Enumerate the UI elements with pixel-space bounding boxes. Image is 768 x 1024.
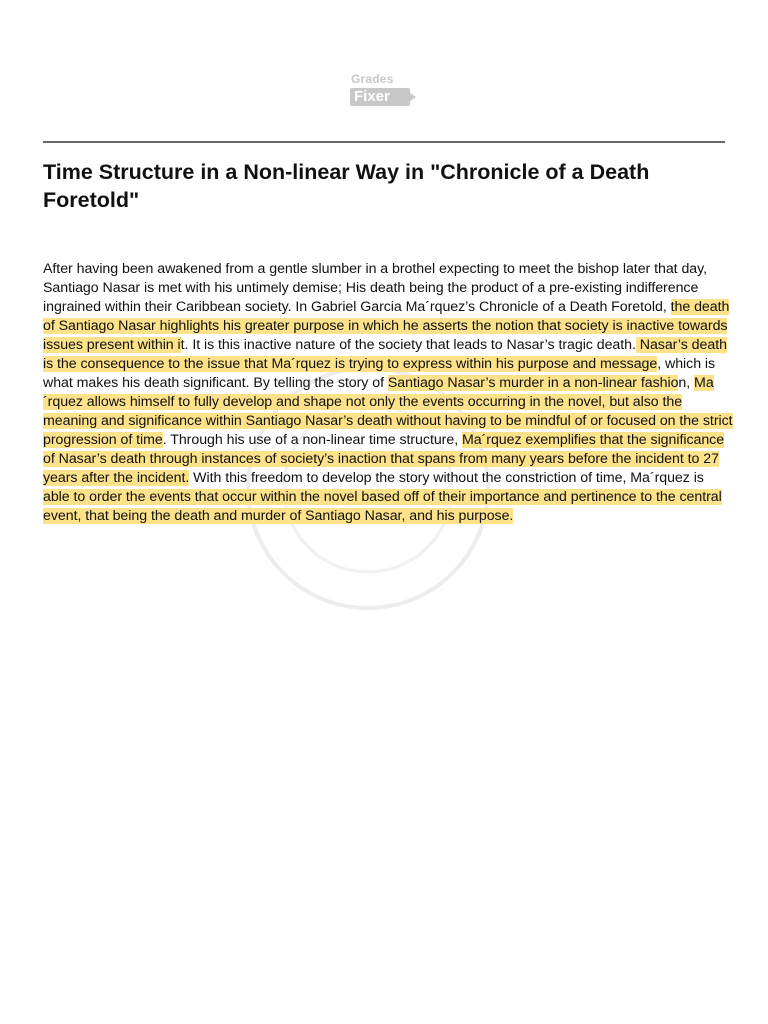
- gradesfixer-logo: [349, 72, 421, 108]
- essay-title: Time Structure in a Non-linear Way in "Chronicle of a Death Foretold": [43, 160, 650, 212]
- body-text: t. It is this inactive nature of the society that leads to Nasar’s tragic death.: [180, 337, 636, 353]
- highlighted-text: Santiago Nasar’s murder in a non-linear fashio: [387, 375, 679, 391]
- highlighted-text: able to order the events that occur within the novel based off of their importance and pertinence to the central event, that being the death and murder of Santiago Nasar, and his purpose.: [43, 489, 722, 524]
- logo-top-text: Grades: [351, 72, 394, 86]
- logo-badge: [350, 88, 410, 106]
- highlighted-text: Ma´rquez exemplifies that the significance of Nasar’s death through instances of society’s inaction that spans from many years before the incident to 27 years after the incident.: [43, 432, 725, 486]
- body-text: After having been awakened from a gentle slumber in a brothel expecting to meet the bishop later that day, Santiago Nasar is met with his untimely demise; His death being the product of a pre-existing indifference ingrained within their Caribbean society. In Gabriel Garcia Ma´rquez’s Chronicle of a Death Foretold,: [43, 261, 708, 315]
- highlighted-text: Ma´rquez allows himself to fully develop and shape not only the events occurring in the novel, but also the meaning and significance within Santiago Nasar’s death without having to be mindful of or focused on the strict progression of time: [43, 375, 733, 448]
- header-divider: [43, 141, 725, 143]
- body-text: , which is what makes his death significant. By telling the story of: [43, 356, 716, 391]
- highlighted-text: the death of Santiago Nasar highlights his greater purpose in which he asserts the notion that society is inactive towards issues present within i: [43, 299, 730, 353]
- body-text: n,: [678, 375, 695, 391]
- highlighted-text: Nasar’s death is the consequence to the issue that Ma´rquez is trying to express within his purpose and message: [43, 337, 727, 372]
- body-text: With this freedom to develop the story without the constriction of time, Ma´rquez is: [189, 470, 704, 486]
- logo-bottom-text: Fixer: [354, 88, 390, 105]
- body-text: . Through his use of a non-linear time structure,: [162, 432, 462, 448]
- essay-body: [43, 260, 733, 526]
